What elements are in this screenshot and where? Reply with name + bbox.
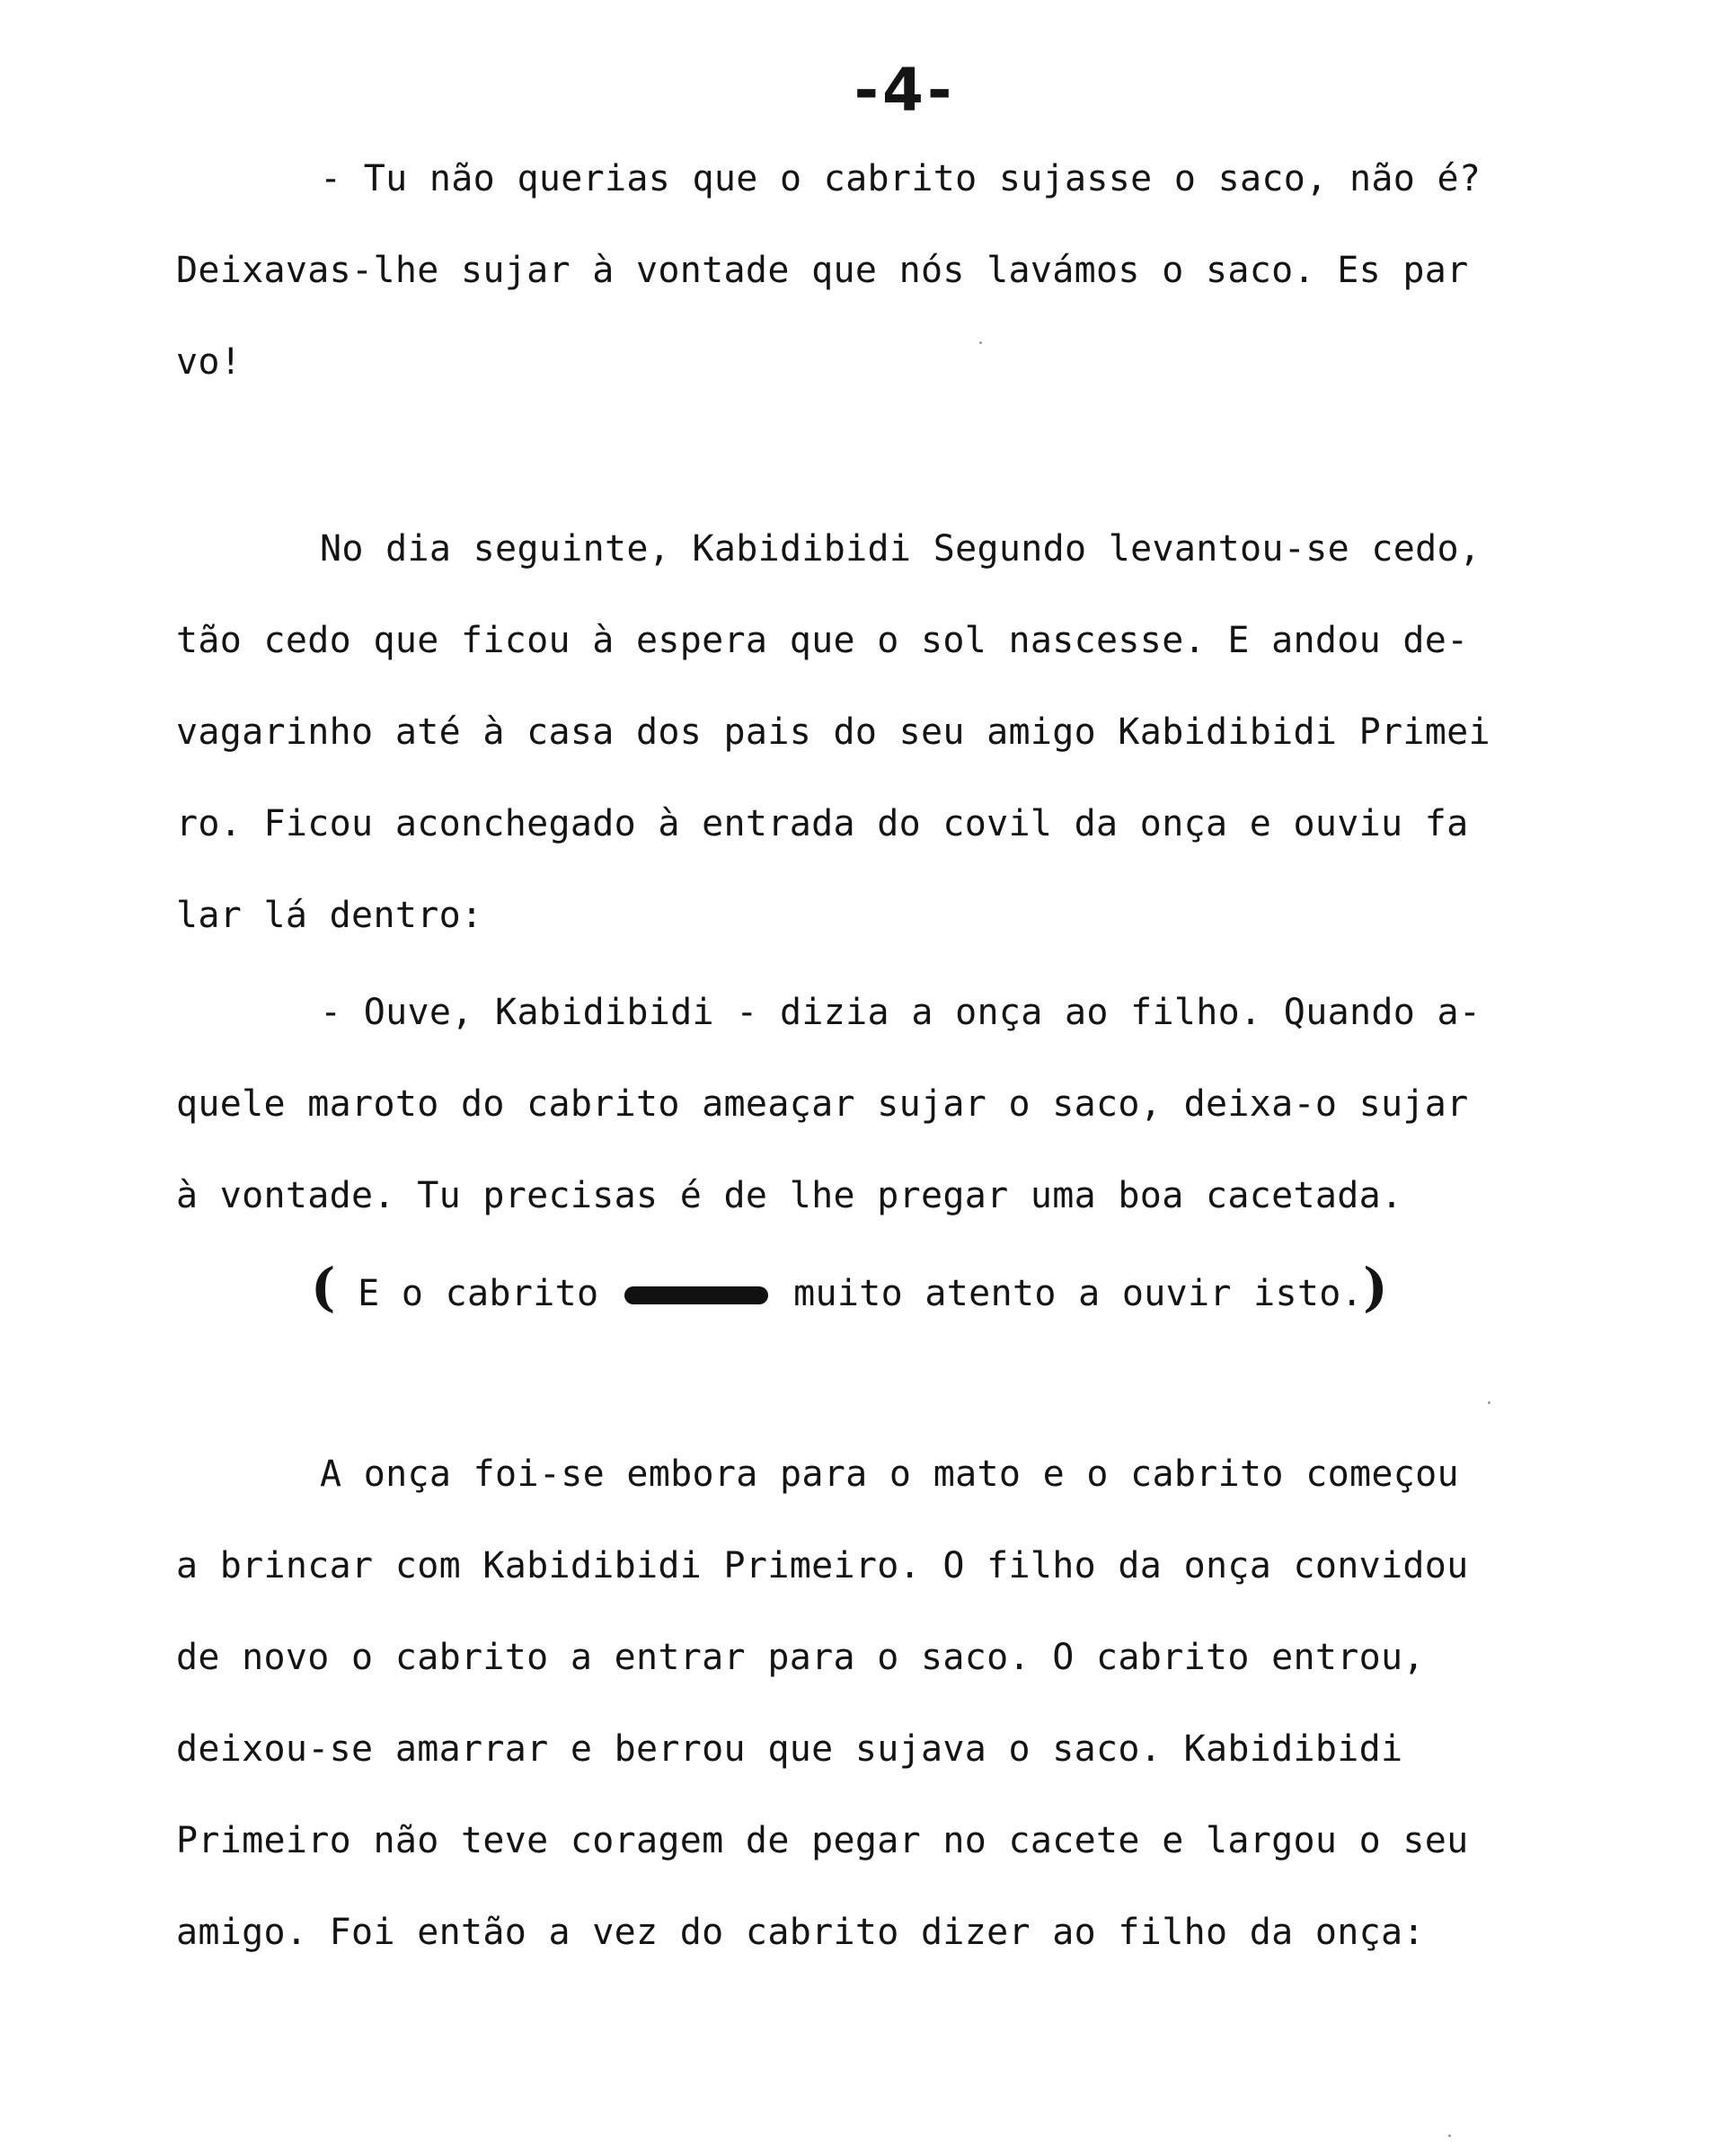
text-line: vo!	[176, 341, 243, 383]
paragraph-1	[176, 133, 1596, 408]
text-line: Deixavas-lhe sujar à vontade que nós lavámos o saco. Es par	[176, 250, 1469, 291]
text-line: - Tu não querias que o cabrito sujasse o saco, não é?	[320, 158, 1482, 199]
text-line: deixou-se amarrar e berrou que sujava o saco. Kabidibidi	[176, 1728, 1403, 1770]
open-bracket: (	[311, 1257, 336, 1318]
scan-speck	[979, 341, 982, 344]
text-line: - Ouve, Kabidibidi - dizia a onça ao filho. Quando a-	[320, 992, 1482, 1033]
paragraph-5	[176, 1428, 1596, 1978]
redaction-mark	[624, 1286, 768, 1304]
text-line: amigo. Foi então a vez do cabrito dizer ao filho da onça:	[176, 1912, 1425, 1953]
close-bracket: )	[1363, 1257, 1388, 1318]
text-line: à vontade. Tu precisas é de lhe pregar uma boa cacetada.	[176, 1175, 1403, 1216]
text-line: quele maroto do cabrito ameaçar sujar o saco, deixa-o sujar	[176, 1083, 1469, 1125]
paragraph-3	[176, 967, 1596, 1241]
text-line: vagarinho até à casa dos pais do seu amigo Kabidibidi Primei	[176, 711, 1491, 753]
paragraph-4	[311, 1241, 1725, 1333]
text-line: de novo o cabrito a entrar para o saco. O cabrito entrou,	[176, 1637, 1425, 1678]
text-line: a brincar com Kabidibidi Primeiro. O filho da onça convidou	[176, 1545, 1469, 1586]
text-line: No dia seguinte, Kabidibidi Segundo levantou-se cedo,	[320, 528, 1482, 570]
text-before-redaction: E o cabrito	[358, 1273, 599, 1314]
text-after-redaction: muito atento a ouvir isto.	[793, 1273, 1364, 1314]
text-line: A onça foi-se embora para o mato e o cabrito começou	[320, 1454, 1459, 1495]
scan-speck	[1448, 2134, 1451, 2137]
paragraph-2	[176, 503, 1596, 961]
page-number: -4-	[854, 56, 956, 125]
text-line: tão cedo que ficou à espera que o sol nascesse. E andou de-	[176, 620, 1469, 661]
bracketed-line	[311, 1241, 1725, 1333]
text-line: Primeiro não teve coragem de pegar no cacete e largou o seu	[176, 1820, 1469, 1861]
text-line: lar lá dentro:	[176, 895, 483, 936]
scan-speck	[1488, 1401, 1491, 1404]
text-line: ro. Ficou aconchegado à entrada do covil da onça e ouviu fa	[176, 803, 1469, 844]
